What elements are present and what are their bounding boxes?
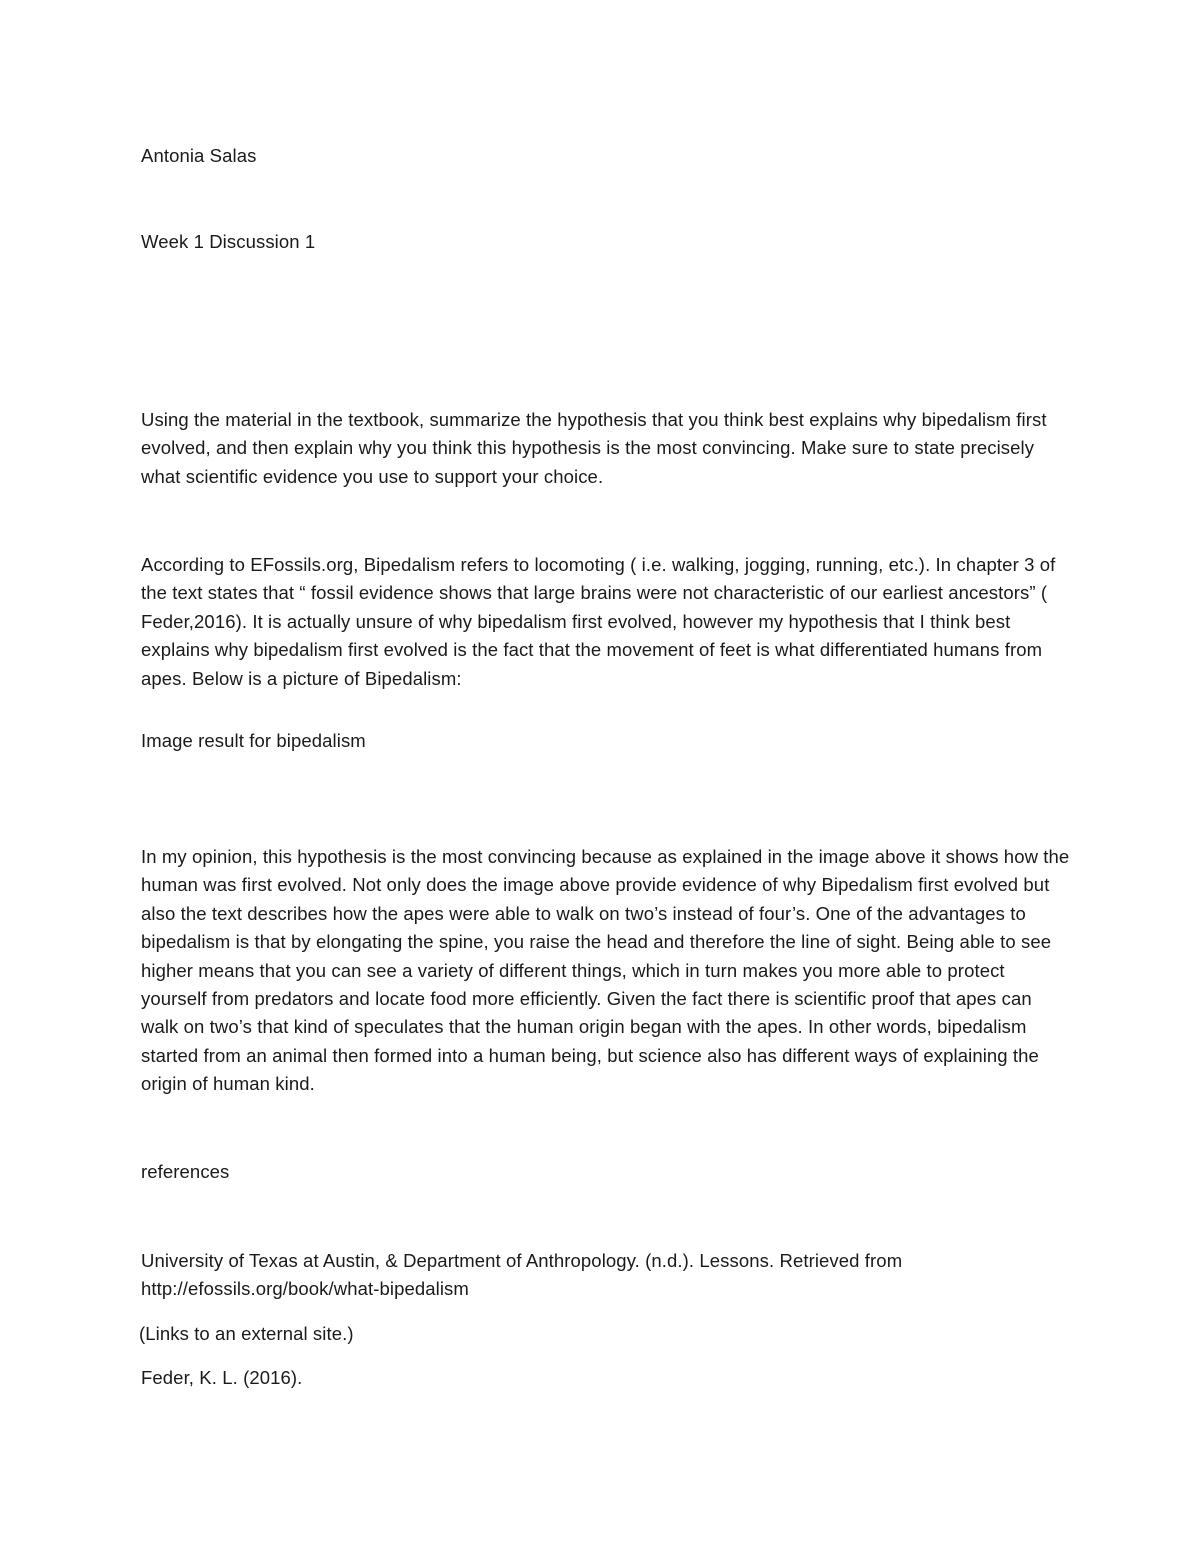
assignment-title: Week 1 Discussion 1 <box>141 231 316 252</box>
image-alt-text: Image result for bipedalism <box>141 730 366 751</box>
external-link-note[interactable]: (Links to an external site.) <box>139 1323 354 1344</box>
reference-entry-2: Feder, K. L. (2016). <box>141 1367 303 1388</box>
author-name: Antonia Salas <box>141 145 257 166</box>
body-paragraph-1: According to EFossils.org, Bipedalism refers to locomoting ( i.e. walking, jogging, running, etc.). In chapter 3 of the text states that “ fossil evidence shows that large brains were not characteristic of our earliest ancestors” ( Feder,2016). It is actually unsure of why bipedalism first evolved, however my hypothesis that I think best explains why bipedalism first evolved is the fact that the movement of feet is what differentiated humans from apes. Below is a picture of Bipedalism: <box>141 554 1056 689</box>
references-heading: references <box>141 1161 230 1182</box>
body-paragraph-2: In my opinion, this hypothesis is the most convincing because as explained in the image above it shows how the human was first evolved. Not only does the image above provide evidence of why Bipedalism first evolved but also the text describes how the apes were able to walk on two’s instead of four’s. One of the advantages to bipedalism is that by elongating the spine, you raise the head and therefore the line of sight. Being able to see higher means that you can see a variety of different things, which in turn makes you more able to protect yourself from predators and locate food more efficiently. Given the fact there is scientific proof that apes can walk on two’s that kind of speculates that the human origin began with the apes. In other words, bipedalism started from an animal then formed into a human being, but science also has different ways of explaining the origin of human kind. <box>141 846 1070 1095</box>
discussion-prompt: Using the material in the textbook, summarize the hypothesis that you think best explains why bipedalism first evolved, and then explain why you think this hypothesis is the most convincing. Make sure to state precisely what scientific evidence you use to support your choice. <box>141 409 1047 487</box>
reference-entry-1: University of Texas at Austin, & Department of Anthropology. (n.d.). Lessons. Retrieved from http://efossils.org/book/what-bipedalism <box>141 1250 903 1300</box>
